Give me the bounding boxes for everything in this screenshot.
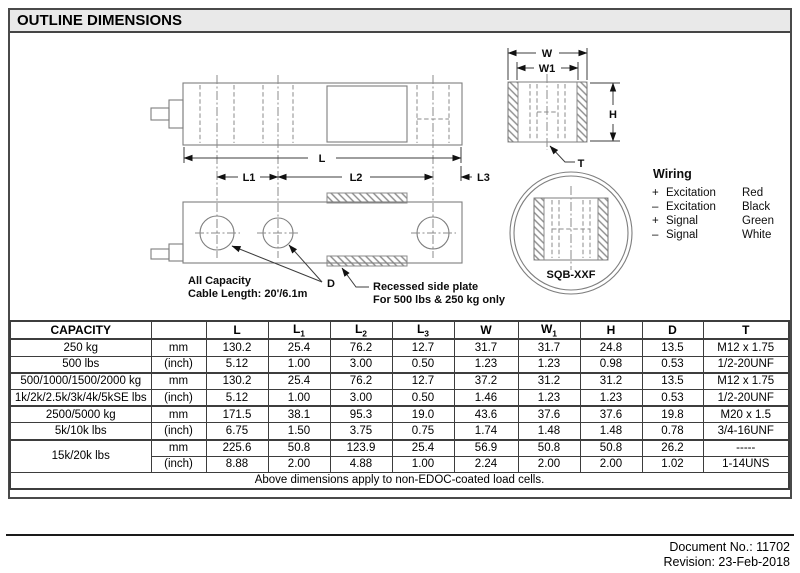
model-label: SQB-XXF: [546, 269, 596, 281]
value-cell: 0.98: [580, 356, 642, 373]
table-row: [10, 389, 789, 406]
value-cell: 5.12: [206, 389, 268, 406]
value-cell: 3.00: [330, 356, 392, 373]
value-cell: 0.78: [642, 423, 703, 440]
column-header: CAPACITY: [10, 321, 151, 339]
column-header: H: [580, 321, 642, 339]
value-cell: 1.48: [580, 423, 642, 440]
column-header: $W_1$: [518, 321, 580, 339]
value-cell: 2.00: [268, 456, 330, 472]
plate-note-line1: Recessed side plate: [373, 281, 479, 293]
dimensions-table: [9, 320, 790, 490]
dim-label-T: T: [577, 158, 585, 170]
revision-date: Revision: 23-Feb-2018: [663, 555, 790, 569]
page-title: OUTLINE DIMENSIONS: [17, 12, 183, 29]
value-cell: 76.2: [330, 339, 392, 356]
value-cell: 31.2: [580, 373, 642, 390]
capacity-cell: 500/1000/1500/2000 kg: [10, 373, 151, 390]
wiring-color: White: [742, 229, 772, 241]
value-cell: 12.7: [392, 373, 454, 390]
wiring-row: [652, 215, 774, 227]
value-cell: 3.75: [330, 423, 392, 440]
dim-label-H: H: [609, 109, 617, 121]
value-cell: 1/2-20UNF: [703, 356, 789, 373]
column-header: T: [703, 321, 789, 339]
table-header-row: [10, 321, 789, 339]
cable: [151, 108, 169, 120]
value-cell: 1.23: [580, 389, 642, 406]
value-cell: -----: [703, 440, 789, 457]
column-header: $L_2$: [330, 321, 392, 339]
table-note-row: [10, 472, 789, 489]
dim-label-L1: L1: [242, 172, 256, 184]
length-dimensions: [184, 147, 490, 184]
wiring-color: Red: [742, 187, 764, 199]
value-cell: 24.8: [580, 339, 642, 356]
unit-cell: mm: [151, 440, 206, 457]
value-cell: 37.2: [454, 373, 518, 390]
plate-note-line2: For 500 lbs & 250 kg only: [373, 294, 506, 306]
value-cell: 19.0: [392, 406, 454, 423]
value-cell: 8.88: [206, 456, 268, 472]
value-cell: M20 x 1.5: [703, 406, 789, 423]
value-cell: 37.6: [580, 406, 642, 423]
value-cell: 2.00: [580, 456, 642, 472]
value-cell: 171.5: [206, 406, 268, 423]
cable-note-line1: All Capacity: [188, 275, 251, 287]
wiring-name: Signal: [666, 215, 698, 227]
value-cell: 1.74: [454, 423, 518, 440]
section-view: [510, 172, 632, 294]
column-header: L: [206, 321, 268, 339]
side-view: [151, 193, 506, 306]
wiring-name: Signal: [666, 229, 698, 241]
wiring-color: Black: [742, 201, 771, 213]
value-cell: 6.75: [206, 423, 268, 440]
value-cell: 130.2: [206, 339, 268, 356]
dim-label-L: L: [318, 153, 326, 165]
wiring-legend: [652, 167, 774, 241]
wiring-row: [652, 187, 763, 199]
end-view: [508, 48, 620, 170]
wiring-row: [652, 229, 771, 241]
wiring-color: Green: [742, 215, 774, 227]
value-cell: 12.7: [392, 339, 454, 356]
wiring-sign: +: [652, 215, 659, 227]
unit-cell: (inch): [151, 423, 206, 440]
value-cell: 1/2-20UNF: [703, 389, 789, 406]
value-cell: 31.7: [454, 339, 518, 356]
value-cell: 0.50: [392, 389, 454, 406]
value-cell: 50.8: [518, 440, 580, 457]
capacity-cell: 500 lbs: [10, 356, 151, 373]
cable-note-line2: Cable Length: 20'/6.1m: [188, 288, 308, 300]
dim-label-W: W: [541, 48, 553, 60]
capacity-cell: 5k/10k lbs: [10, 423, 151, 440]
dim-label-D: D: [327, 278, 335, 290]
value-cell: 76.2: [330, 373, 392, 390]
value-cell: 50.8: [268, 440, 330, 457]
value-cell: M12 x 1.75: [703, 373, 789, 390]
value-cell: 50.8: [580, 440, 642, 457]
value-cell: 1.02: [642, 456, 703, 472]
document-number: Document No.: 11702: [669, 540, 790, 554]
value-cell: 1.23: [518, 356, 580, 373]
unit-cell: mm: [151, 373, 206, 390]
value-cell: 25.4: [268, 339, 330, 356]
value-cell: 1.23: [454, 356, 518, 373]
value-cell: 25.4: [392, 440, 454, 457]
value-cell: 1.00: [268, 356, 330, 373]
value-cell: 0.53: [642, 356, 703, 373]
wiring-row: [652, 201, 770, 213]
column-header: $L_1$: [268, 321, 330, 339]
value-cell: 26.2: [642, 440, 703, 457]
column-header: $L_3$: [392, 321, 454, 339]
wiring-sign: –: [652, 229, 659, 241]
footer-block: [664, 540, 790, 570]
cable: [151, 249, 169, 259]
value-cell: 19.8: [642, 406, 703, 423]
dim-label-L3: L3: [477, 172, 490, 184]
value-cell: 0.75: [392, 423, 454, 440]
value-cell: 0.50: [392, 356, 454, 373]
value-cell: 3/4-16UNF: [703, 423, 789, 440]
capacity-cell: 15k/20k lbs: [10, 440, 151, 473]
recessed-plate-bottom: [327, 256, 407, 266]
unit-cell: mm: [151, 339, 206, 356]
footer-divider: [6, 534, 794, 536]
value-cell: 3.00: [330, 389, 392, 406]
dim-label-W1: W1: [538, 63, 556, 75]
value-cell: 13.5: [642, 373, 703, 390]
value-cell: 43.6: [454, 406, 518, 423]
value-cell: 1.23: [518, 389, 580, 406]
value-cell: 4.88: [330, 456, 392, 472]
table-row: [10, 406, 789, 423]
value-cell: 1.46: [454, 389, 518, 406]
wiring-name: Excitation: [666, 201, 716, 213]
table-row: [10, 339, 789, 356]
value-cell: 0.53: [642, 389, 703, 406]
table-row: [10, 440, 789, 457]
value-cell: 31.7: [518, 339, 580, 356]
wiring-sign: +: [652, 187, 659, 199]
table-row: [10, 373, 789, 390]
table-row: [10, 423, 789, 440]
value-cell: 1.00: [392, 456, 454, 472]
cable-gland: [169, 244, 183, 261]
wiring-name: Excitation: [666, 187, 716, 199]
wiring-sign: –: [652, 201, 659, 213]
unit-cell: mm: [151, 406, 206, 423]
column-header: W: [454, 321, 518, 339]
nameplate: [327, 86, 407, 142]
value-cell: 13.5: [642, 339, 703, 356]
top-view: [151, 75, 462, 258]
value-cell: 225.6: [206, 440, 268, 457]
value-cell: 123.9: [330, 440, 392, 457]
value-cell: M12 x 1.75: [703, 339, 789, 356]
value-cell: 2.24: [454, 456, 518, 472]
unit-cell: (inch): [151, 389, 206, 406]
table-row: [10, 356, 789, 373]
wiring-title: Wiring: [653, 167, 692, 181]
value-cell: 1-14UNS: [703, 456, 789, 472]
capacity-cell: 2500/5000 kg: [10, 406, 151, 423]
value-cell: 31.2: [518, 373, 580, 390]
capacity-cell: 1k/2k/2.5k/3k/4k/5kSE lbs: [10, 389, 151, 406]
column-header: [151, 321, 206, 339]
value-cell: 5.12: [206, 356, 268, 373]
unit-cell: (inch): [151, 456, 206, 472]
table-note: Above dimensions apply to non-EDOC-coated load cells.: [10, 472, 789, 489]
dim-label-L2: L2: [349, 172, 363, 184]
value-cell: 56.9: [454, 440, 518, 457]
unit-cell: (inch): [151, 356, 206, 373]
value-cell: 1.48: [518, 423, 580, 440]
value-cell: 38.1: [268, 406, 330, 423]
column-header: D: [642, 321, 703, 339]
capacity-cell: 250 kg: [10, 339, 151, 356]
value-cell: 2.00: [518, 456, 580, 472]
value-cell: 130.2: [206, 373, 268, 390]
cable-gland: [169, 100, 183, 128]
value-cell: 1.00: [268, 389, 330, 406]
value-cell: 95.3: [330, 406, 392, 423]
value-cell: 1.50: [268, 423, 330, 440]
value-cell: 37.6: [518, 406, 580, 423]
value-cell: 25.4: [268, 373, 330, 390]
